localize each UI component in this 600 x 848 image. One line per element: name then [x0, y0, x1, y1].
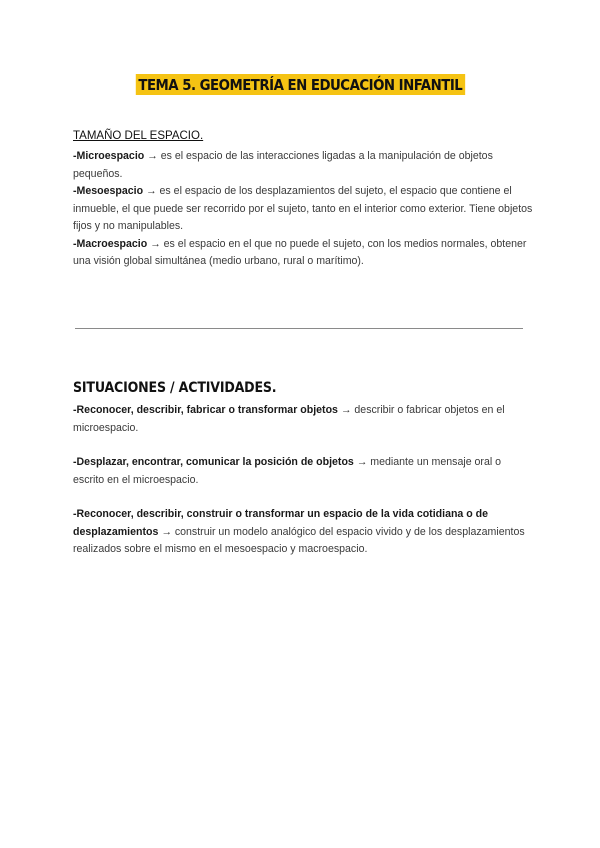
entry-macroespacio — [73, 236, 533, 271]
section-heading: SITUACIONES / ACTIVIDADES. — [73, 380, 277, 396]
entry-term: -Reconocer, describir, construir o transformar un espacio de la vida cotidiana o de desplazamientos — [73, 508, 489, 538]
entry-microespacio — [73, 148, 533, 183]
section-activities — [73, 380, 533, 559]
spacer — [73, 489, 533, 506]
section-space-size — [73, 130, 533, 271]
entry-text: → mediante un mensaje oral o escrito en el microespacio. — [73, 456, 502, 486]
activity-item — [73, 402, 533, 437]
activity-item — [73, 506, 533, 559]
spacer — [73, 437, 533, 454]
title-container — [0, 74, 600, 95]
entry-text: → construir un modelo analógico del espacio vivido y de los desplazamientos realizados sobre el mismo en el mesoespacio y macroespacio. — [73, 525, 525, 555]
section-heading: TAMAÑO DEL ESPACIO. — [73, 130, 204, 142]
entry-text: → es el espacio de los desplazamientos del sujeto, el espacio que contiene el inmueble, el que puede ser recorrido por el sujeto, tanto en el interior como exterior. Tiene objetos fijos y no manipulables. — [73, 185, 533, 232]
entry-term: -Desplazar, encontrar, comunicar la posición de objetos — [73, 456, 354, 468]
entry-text: → es el espacio de las interacciones ligadas a la manipulación de objetos pequeños. — [73, 150, 493, 180]
entry-text: → describir o fabricar objetos en el microespacio. — [73, 404, 505, 434]
entry-term: -Microespacio — [73, 150, 145, 162]
horizontal-divider — [75, 328, 523, 329]
entry-term: -Reconocer, describir, fabricar o transformar objetos — [73, 404, 338, 416]
activity-item — [73, 454, 533, 489]
document-title: TEMA 5. GEOMETRÍA EN EDUCACIÓN INFANTIL — [135, 74, 464, 95]
entry-mesoespacio — [73, 183, 533, 236]
entry-term: -Macroespacio — [73, 237, 148, 250]
entry-text: → es el espacio en el que no puede el sujeto, con los medios normales, obtener una visión global simultánea (medio urbano, rural o marítimo). — [73, 237, 527, 267]
entry-term: -Mesoespacio — [73, 185, 144, 197]
